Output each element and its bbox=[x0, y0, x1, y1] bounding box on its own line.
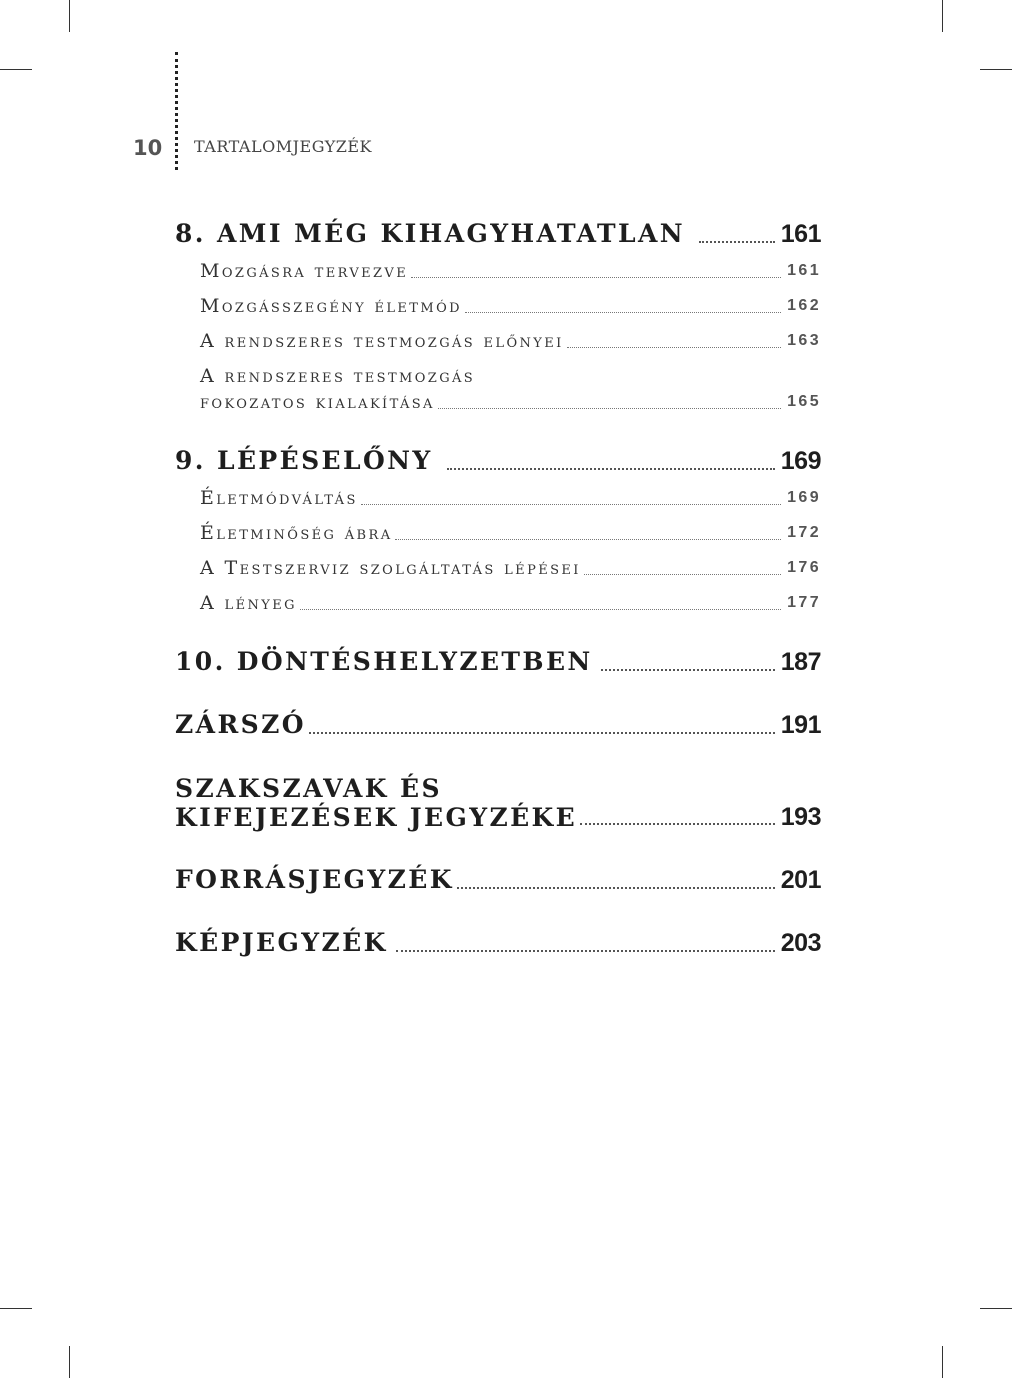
section-title: A Testszerviz szolgáltatás lépései bbox=[200, 557, 581, 579]
toc-forrasjegyzek[interactable] bbox=[175, 864, 821, 896]
dot-leader bbox=[567, 347, 781, 348]
section-title: Életmódváltás bbox=[200, 487, 358, 509]
header-dotted-rule bbox=[175, 52, 178, 170]
section-title: Életminőség ábra bbox=[200, 522, 393, 544]
toc-kepjegyzek[interactable] bbox=[175, 927, 821, 959]
dot-leader bbox=[457, 887, 775, 889]
chapter-page: 191 bbox=[780, 711, 821, 739]
section-title: A lényeg bbox=[200, 592, 297, 614]
dot-leader bbox=[699, 241, 775, 243]
dot-leader bbox=[601, 669, 775, 671]
dot-leader bbox=[396, 950, 775, 952]
section-title-line: fokozatos kialakítása bbox=[200, 391, 435, 413]
toc-chapter-8[interactable] bbox=[175, 218, 821, 250]
section-page: 172 bbox=[787, 524, 821, 541]
toc-section[interactable] bbox=[200, 520, 821, 546]
crop-mark bbox=[69, 0, 70, 32]
section-page: 169 bbox=[787, 489, 821, 506]
section-title: Mozgásszegény életmód bbox=[200, 295, 462, 317]
chapter-title: 9. LÉPÉSELŐNY bbox=[175, 446, 433, 475]
crop-mark bbox=[980, 1308, 1012, 1309]
section-page: 177 bbox=[787, 594, 821, 611]
chapter-title-line: SZAKSZAVAK ÉS bbox=[175, 774, 442, 803]
dot-leader bbox=[584, 574, 781, 575]
running-title: TARTALOMJEGYZÉK bbox=[194, 137, 372, 156]
chapter-title: 8. AMI MÉG KIHAGYHATATLAN bbox=[175, 219, 686, 248]
crop-mark bbox=[0, 1308, 32, 1309]
chapter-page: 193 bbox=[780, 803, 821, 831]
toc-section[interactable] bbox=[200, 555, 821, 581]
toc-section[interactable] bbox=[200, 590, 821, 616]
toc-section[interactable] bbox=[200, 363, 821, 415]
section-page: 161 bbox=[787, 262, 821, 279]
dot-leader bbox=[438, 408, 781, 409]
table-of-contents bbox=[175, 218, 821, 959]
page-number: 10 bbox=[133, 136, 163, 160]
crop-mark bbox=[942, 0, 943, 32]
section-title: A rendszeres testmozgás előnyei bbox=[200, 330, 564, 352]
chapter-title-line: KIFEJEZÉSEK JEGYZÉKE bbox=[175, 803, 578, 832]
toc-section[interactable] bbox=[200, 293, 821, 319]
crop-mark bbox=[0, 69, 32, 70]
section-page: 176 bbox=[787, 559, 821, 576]
chapter-title: ZÁRSZÓ bbox=[175, 710, 306, 739]
toc-zarszo[interactable] bbox=[175, 709, 821, 741]
toc-section[interactable] bbox=[200, 258, 821, 284]
crop-mark bbox=[980, 69, 1012, 70]
section-page: 165 bbox=[787, 393, 821, 410]
toc-szakszavak[interactable] bbox=[175, 774, 821, 832]
dot-leader bbox=[361, 504, 781, 505]
chapter-page: 161 bbox=[780, 220, 821, 248]
dot-leader bbox=[465, 312, 781, 313]
dot-leader bbox=[309, 732, 775, 734]
dot-leader bbox=[447, 468, 775, 470]
section-title-line: A rendszeres testmozgás bbox=[200, 365, 476, 387]
toc-chapter-9[interactable] bbox=[175, 445, 821, 477]
section-page: 163 bbox=[787, 332, 821, 349]
crop-mark bbox=[69, 1346, 70, 1378]
section-title: Mozgásra tervezve bbox=[200, 260, 409, 282]
crop-mark bbox=[942, 1346, 943, 1378]
chapter-page: 203 bbox=[780, 929, 821, 957]
toc-chapter-10[interactable] bbox=[175, 646, 821, 678]
chapter-page: 201 bbox=[780, 866, 821, 894]
dot-leader bbox=[580, 823, 775, 825]
chapter-title: FORRÁSJEGYZÉK bbox=[175, 865, 454, 894]
chapter-title: 10. DÖNTÉSHELYZETBEN bbox=[175, 647, 593, 676]
dot-leader bbox=[411, 277, 781, 278]
chapter-page: 187 bbox=[780, 648, 821, 676]
chapter-page: 169 bbox=[780, 447, 821, 475]
dot-leader bbox=[395, 539, 781, 540]
section-page: 162 bbox=[787, 297, 821, 314]
chapter-title: KÉPJEGYZÉK bbox=[175, 928, 388, 957]
toc-section[interactable] bbox=[200, 328, 821, 354]
dot-leader bbox=[300, 609, 781, 610]
toc-section[interactable] bbox=[200, 485, 821, 511]
